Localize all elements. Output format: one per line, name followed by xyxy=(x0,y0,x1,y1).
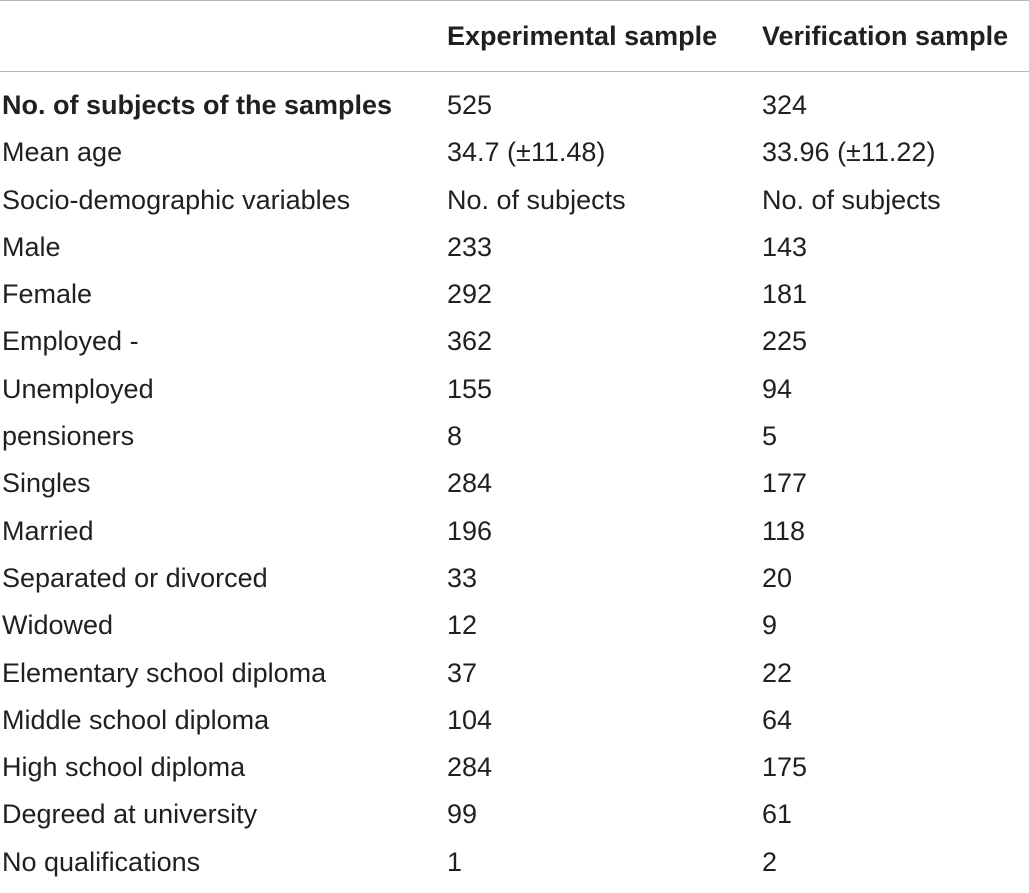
row-label: No qualifications xyxy=(2,846,201,877)
row-label: Singles xyxy=(2,468,91,499)
verification-value: 9 xyxy=(762,610,778,641)
row-label: No. of subjects of the samples xyxy=(2,90,393,120)
table-row xyxy=(0,562,1029,609)
table-row xyxy=(0,467,1029,514)
table-row xyxy=(0,798,1029,845)
row-label: Employed - xyxy=(2,326,139,357)
row-label: Degreed at university xyxy=(2,799,258,830)
experimental-value: 1 xyxy=(447,846,463,877)
table-row xyxy=(0,231,1029,278)
table-header-row xyxy=(0,0,1029,71)
table-row xyxy=(0,657,1029,704)
verification-value: 20 xyxy=(762,562,793,593)
experimental-value: 37 xyxy=(447,657,478,688)
experimental-value: 155 xyxy=(447,373,493,404)
experimental-value: 99 xyxy=(447,799,478,830)
experimental-value: 233 xyxy=(447,231,493,262)
experimental-value: 284 xyxy=(447,468,493,499)
verification-value: 324 xyxy=(762,90,808,120)
table-row xyxy=(0,704,1029,751)
row-label: High school diploma xyxy=(2,752,246,783)
row-label: Male xyxy=(2,231,61,262)
experimental-value: 525 xyxy=(447,90,493,120)
verification-value: No. of subjects xyxy=(762,184,941,215)
row-label: Separated or divorced xyxy=(2,562,268,593)
verification-value: 177 xyxy=(762,468,808,499)
table-body xyxy=(0,89,1029,893)
experimental-value: 34.7 (±11.48) xyxy=(447,137,606,168)
experimental-value: 8 xyxy=(447,421,463,452)
row-label: Widowed xyxy=(2,610,114,641)
row-label: Married xyxy=(2,515,94,546)
experimental-value: 33 xyxy=(447,562,478,593)
table-row xyxy=(0,136,1029,183)
row-label: Mean age xyxy=(2,137,123,168)
experimental-value: 284 xyxy=(447,752,493,783)
table-row xyxy=(0,846,1029,893)
table-row xyxy=(0,278,1029,325)
header-experimental-sample: Experimental sample xyxy=(447,21,718,51)
verification-value: 181 xyxy=(762,279,808,310)
experimental-value: No. of subjects xyxy=(447,184,626,215)
row-label: pensioners xyxy=(2,421,135,452)
experimental-value: 104 xyxy=(447,704,493,735)
table-row xyxy=(0,609,1029,656)
table-row xyxy=(0,373,1029,420)
verification-value: 143 xyxy=(762,231,808,262)
verification-value: 61 xyxy=(762,799,793,830)
table-row xyxy=(0,89,1029,136)
experimental-value: 362 xyxy=(447,326,493,357)
header-rule xyxy=(0,71,1029,72)
row-label: Unemployed xyxy=(2,373,154,404)
table-row xyxy=(0,184,1029,231)
verification-value: 5 xyxy=(762,421,778,452)
row-label: Socio-demographic variables xyxy=(2,184,351,215)
verification-value: 225 xyxy=(762,326,808,357)
experimental-value: 196 xyxy=(447,515,493,546)
row-label: Female xyxy=(2,279,93,310)
verification-value: 118 xyxy=(762,515,806,546)
verification-value: 175 xyxy=(762,752,808,783)
verification-value: 33.96 (±11.22) xyxy=(762,137,936,168)
table-row xyxy=(0,515,1029,562)
table-row xyxy=(0,420,1029,467)
experimental-value: 292 xyxy=(447,279,493,310)
row-label: Elementary school diploma xyxy=(2,657,327,688)
verification-value: 64 xyxy=(762,704,793,735)
verification-value: 2 xyxy=(762,846,778,877)
verification-value: 94 xyxy=(762,373,793,404)
header-verification-sample: Verification sample xyxy=(762,21,1009,51)
table-row xyxy=(0,325,1029,372)
experimental-value: 12 xyxy=(447,610,478,641)
row-label: Middle school diploma xyxy=(2,704,270,735)
verification-value: 22 xyxy=(762,657,793,688)
table-row xyxy=(0,751,1029,798)
